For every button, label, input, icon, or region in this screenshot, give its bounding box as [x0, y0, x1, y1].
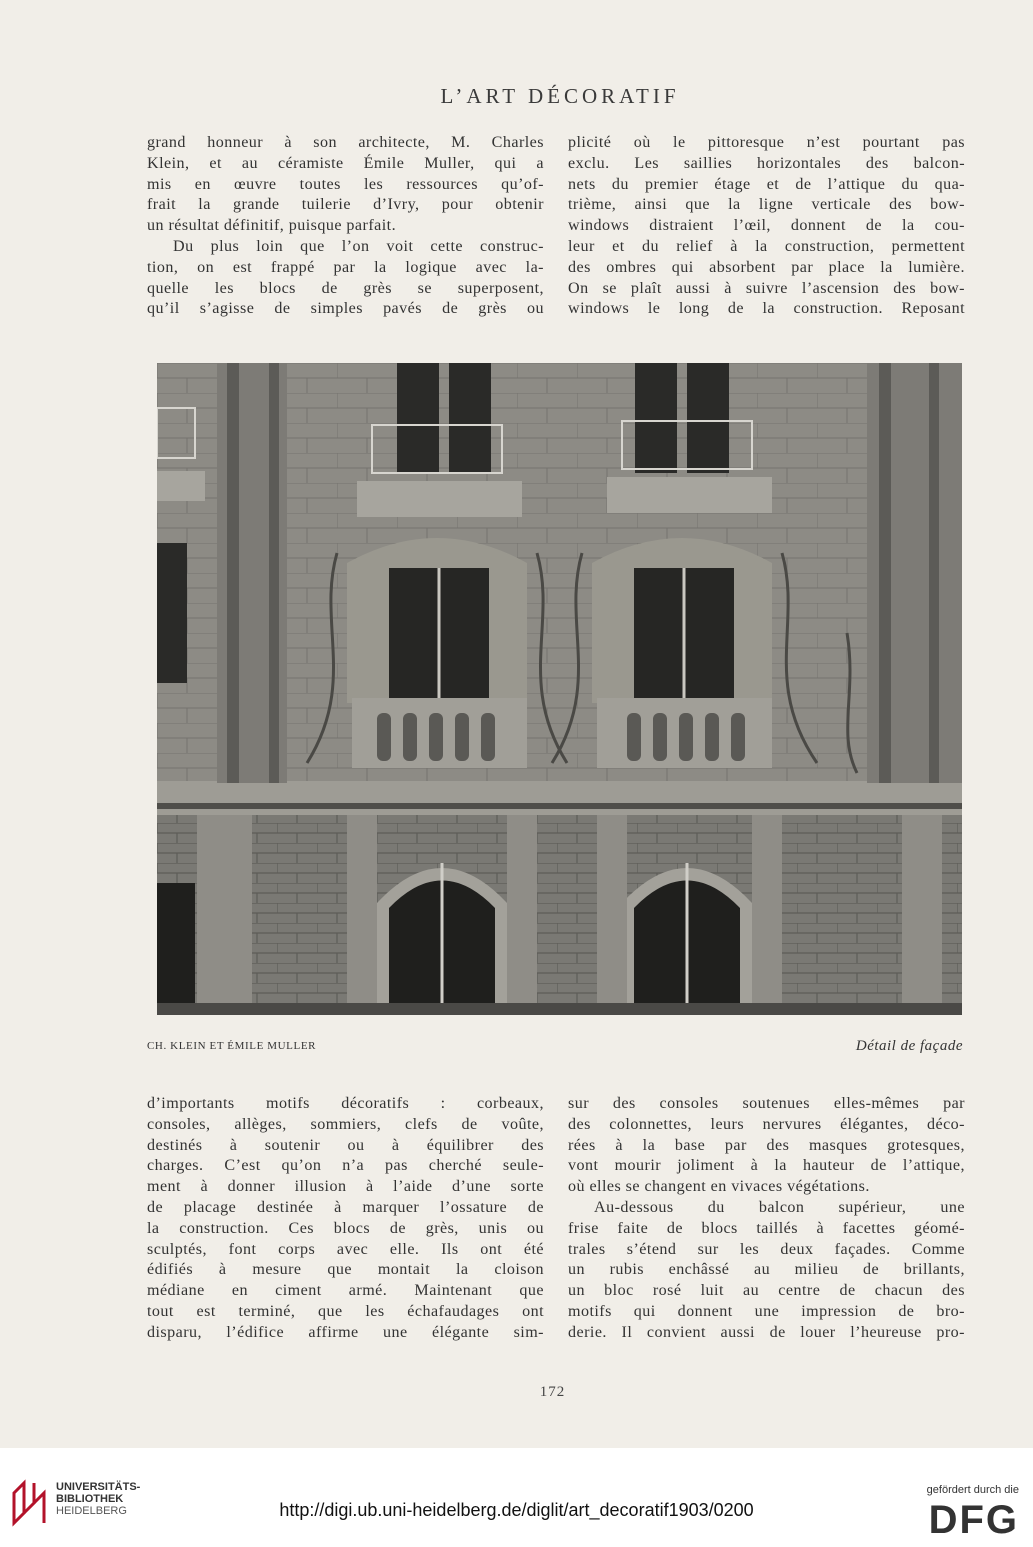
- text-line: grand honneur à son architecte, M. Charles: [147, 134, 544, 151]
- text-line: trales s’étend sur les deux façades. Comme: [568, 1240, 965, 1258]
- text-line: charges. C’est qu’on n’a pas cherché seule-: [147, 1157, 544, 1175]
- library-line: BIBLIOTHEK: [56, 1493, 124, 1505]
- text-line: consoles, allèges, sommiers, clefs de voûte,: [147, 1115, 544, 1133]
- text-line: quelle les blocs de grès se superposent,: [147, 279, 544, 297]
- text-line: ment à donner illusion à l’aide d’une sorte: [147, 1178, 544, 1196]
- text-column-top-right: [568, 133, 965, 320]
- text-line: mis en œuvre toutes les ressources qu’of-: [147, 175, 544, 193]
- text-line: nets du premier étage et de l’attique du qua-: [568, 175, 965, 193]
- text-line: leur et du relief à la construction, permettent: [568, 237, 965, 255]
- figure-caption-credit: CH. KLEIN ET ÉMILE MULLER: [147, 1040, 317, 1052]
- text-line: Klein, et au céramiste Émile Muller, qui a: [147, 154, 544, 172]
- text-line: la construction. Ces blocs de grès, unis ou: [147, 1219, 544, 1237]
- text-line: vont mourir joliment à la hauteur de l’attique,: [568, 1157, 965, 1175]
- text-line: windows le long de la construction. Reposant: [568, 300, 965, 318]
- text-line: exclu. Les saillies horizontales des balcon-: [568, 154, 965, 172]
- text-line: derie. Il convient aussi de louer l’heureuse pro-: [568, 1323, 965, 1341]
- text-line: windows distraient l’œil, donnent de la cou-: [568, 217, 965, 235]
- text-line: un rubis enchâssé au milieu de brillants,: [568, 1261, 965, 1279]
- text-line: motifs qui donnent une impression de bro-: [568, 1302, 965, 1320]
- text-line: où elles se changent en vivaces végétations.: [568, 1178, 870, 1196]
- text-line: frise faite de blocs taillés à facettes géomé-: [568, 1219, 965, 1237]
- text-line: un bloc rosé luit au centre de chacun des: [568, 1282, 965, 1300]
- text-line: rées à la base par des masques grotesques,: [568, 1136, 965, 1154]
- text-line: d’importants motifs décoratifs : corbeaux,: [147, 1095, 544, 1112]
- funding-note: gefördert durch die: [926, 1484, 1019, 1496]
- text-line: un résultat définitif, puisque parfait.: [147, 217, 397, 235]
- text-line: édifiés à mesure que montait la cloison: [147, 1261, 544, 1279]
- text-line: Du plus loin que l’on voit cette construc-: [173, 237, 544, 255]
- text-line: On se plaît aussi à suivre l’ascension des bow-: [568, 279, 965, 297]
- viewer-footer: [0, 1448, 1033, 1547]
- text-column-top-left: [147, 133, 544, 320]
- text-line: sur des consoles soutenues elles-mêmes par: [568, 1095, 965, 1112]
- library-line: HEIDELBERG: [56, 1505, 127, 1517]
- text-column-bottom-left: [147, 1094, 544, 1344]
- text-line: tion, on est frappé par la logique avec la-: [147, 258, 544, 276]
- text-column-bottom-right: [568, 1094, 965, 1344]
- text-line: frait la grande tuilerie d’Ivry, pour obtenir: [147, 196, 544, 214]
- dfg-logo: DFG: [928, 1498, 1019, 1542]
- text-line: tout est terminé, que les échafaudages ont: [147, 1302, 544, 1320]
- permalink-url[interactable]: http://digi.ub.uni-heidelberg.de/diglit/art_decoratif1903/0200: [279, 1500, 754, 1520]
- facade-photograph: [157, 363, 962, 1015]
- text-line: Au-dessous du balcon supérieur, une: [594, 1198, 965, 1216]
- text-line: des ombres qui absorbent par place la lumière.: [568, 258, 965, 276]
- page-number: 172: [539, 1384, 566, 1400]
- text-line: trième, ainsi que la ligne verticale des bow-: [568, 196, 965, 214]
- figure-caption-title: Détail de façade: [855, 1038, 963, 1054]
- text-line: médiane en ciment armé. Maintenant que: [147, 1282, 544, 1300]
- text-line: sculptés, font corps avec elle. Ils ont été: [147, 1240, 544, 1258]
- text-line: disparu, l’édifice affirme une élégante sim-: [147, 1323, 544, 1341]
- facade-illustration: [157, 363, 962, 1015]
- text-line: des colonnettes, leurs nervures élégantes, déco-: [568, 1115, 965, 1133]
- text-line: destinés à soutenir ou à équilibrer des: [147, 1136, 544, 1154]
- text-line: plicité où le pittoresque n’est pourtant pas: [568, 134, 965, 151]
- text-line: qu’il s’agisse de simples pavés de grès ou: [147, 300, 544, 318]
- library-line: UNIVERSITÄTS-: [56, 1481, 141, 1493]
- running-title: L’ART DÉCORATIF: [440, 84, 680, 108]
- text-line: de placage destinée à marquer l’ossature de: [147, 1198, 544, 1216]
